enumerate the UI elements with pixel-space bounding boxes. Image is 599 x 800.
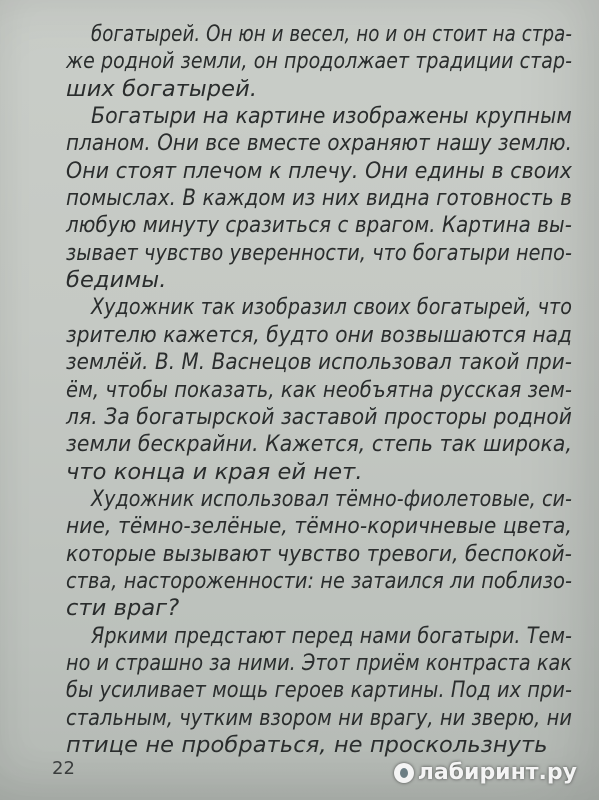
- text-line: бедимы.: [66, 267, 167, 294]
- text-line: бы усиливает мощь героев картины. Под их при-: [66, 677, 572, 704]
- text-line: ля. За богатырской заставой просторы родной: [66, 403, 572, 430]
- text-line: богатырей. Он юн и весел, но и он стоит на стра-: [91, 21, 572, 47]
- text-line: стальным, чутким взором ни врагу, ни зверю, ни: [66, 704, 572, 731]
- text-line: ших богатырей.: [66, 75, 258, 102]
- text-line: зывает чувство уверенности, что богатыри непо-: [66, 239, 572, 266]
- text-line: ём, чтобы показать, как необъятна русская зем-: [66, 376, 572, 403]
- text-line: планом. Они все вместе охраняют нашу землю.: [66, 130, 572, 157]
- text-line: которые вызывают чувство тревоги, беспокой-: [66, 540, 572, 567]
- text-line: помыслах. В каждом из них видна готовность в: [66, 185, 572, 212]
- text-line: сти враг?: [66, 595, 180, 622]
- page-number: 22: [52, 758, 75, 779]
- text-line: земли бескрайни. Кажется, степь так широка,: [66, 431, 572, 458]
- watermark-text: лабиринт.ру: [417, 760, 577, 785]
- text-line: Они стоят плечом к плечу. Они едины в своих: [66, 157, 572, 184]
- text-line: зрителю кажется, будто они возвышаются над: [66, 321, 572, 348]
- text-line: но и страшно за ними. Этот приём контраста как: [66, 649, 572, 676]
- text-line: ние, тёмно-зелёные, тёмно-коричневые цвета,: [66, 513, 572, 540]
- text-line: же родной земли, он продолжает традиции стар-: [66, 48, 572, 75]
- text-line: любую минуту сразиться с врагом. Картина вы-: [66, 212, 572, 239]
- labirint-watermark: [394, 760, 577, 785]
- text-line: что конца и края ей нет.: [66, 458, 363, 485]
- text-line: Художник использовал тёмно-фиолетовые, си-: [91, 485, 572, 512]
- text-line: землёй. В. М. Васнецов использовал такой при-: [66, 349, 572, 376]
- text-line: Богатыри на картине изображены крупным: [91, 103, 572, 130]
- text-line: Яркими предстают перед нами богатыри. Тем-: [91, 622, 572, 649]
- text-line: птице не пробраться, не проскользнуть: [66, 732, 548, 758]
- labirint-logo-icon: [394, 763, 414, 783]
- text-line: ства, настороженности: не затаился ли поблизо-: [66, 567, 572, 594]
- text-line: Художник так изобразил своих богатырей, что: [91, 294, 572, 321]
